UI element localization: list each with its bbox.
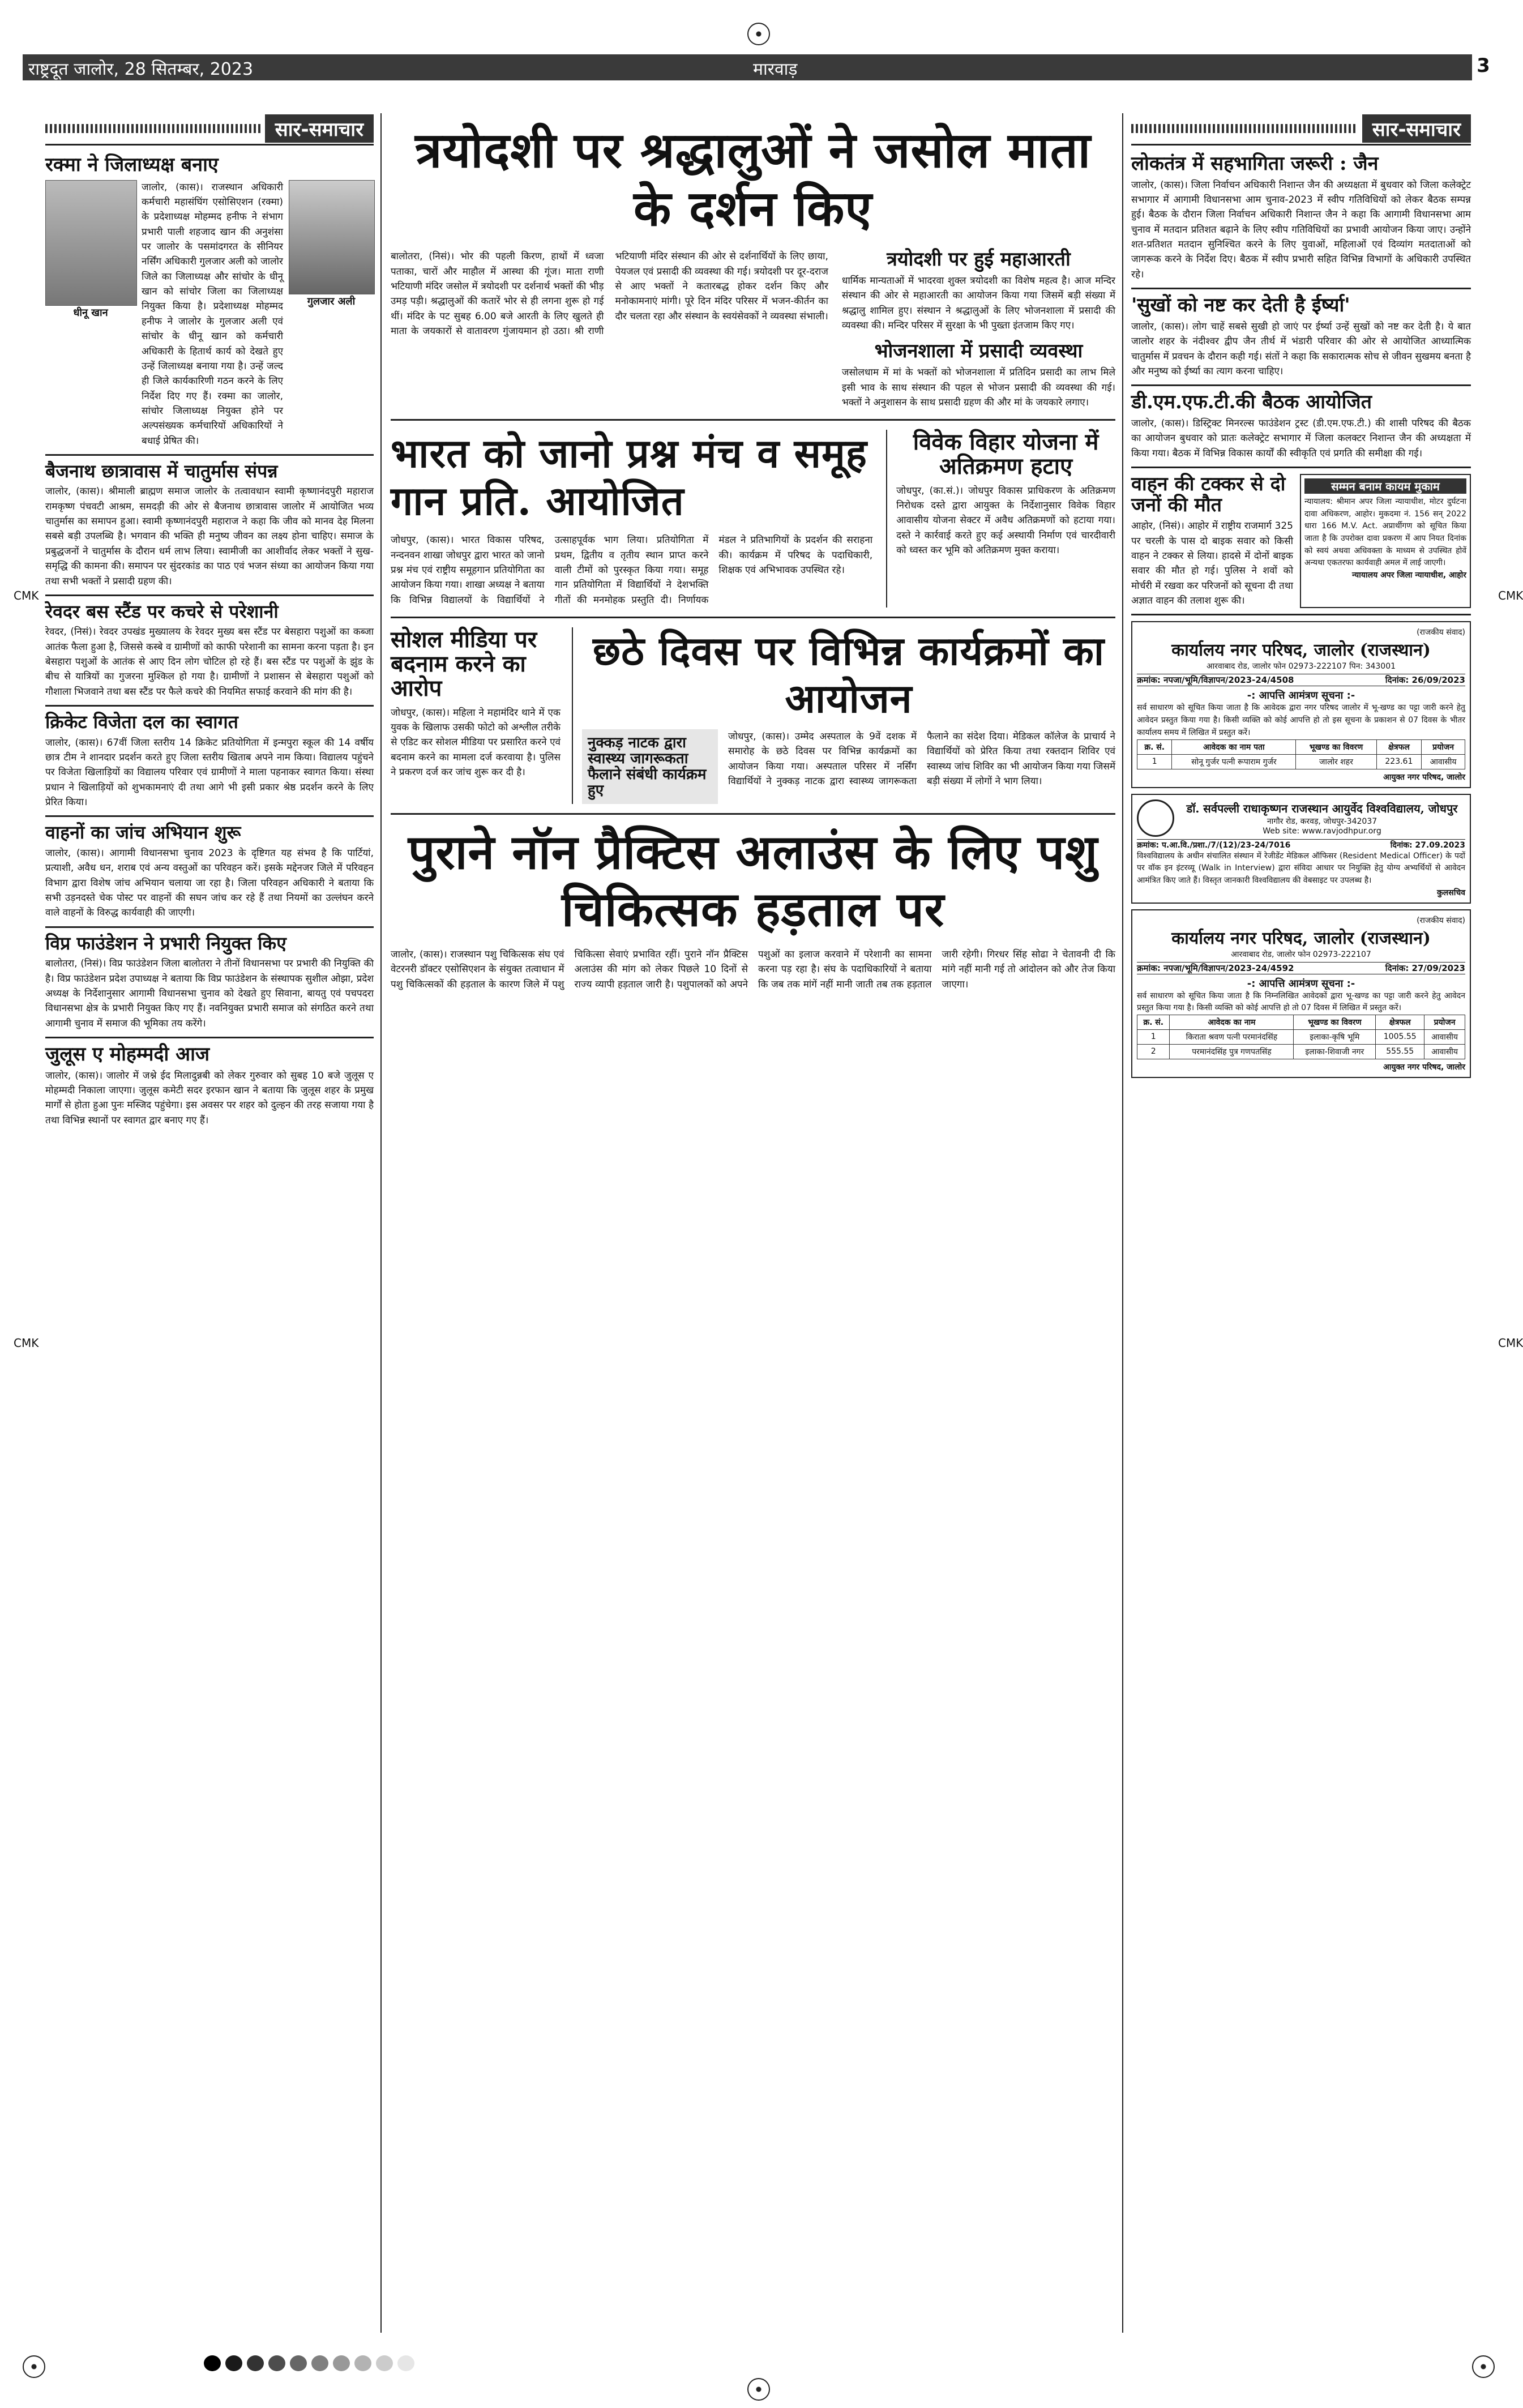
notice-table: [1137, 1015, 1465, 1059]
divider: [45, 815, 374, 817]
story-body: जालोर, (कास)। जालोर में जश्ने ईद मिलादुन्नबी को लेकर गुरुवार को सुबह 10 बजे जुलूस ए मोहम्मदी निकाला जाएगा। जुलूस कमेटी सदर इरफान खान ने बताया कि जुलूस शहर के प्रमुख मार्गों से होता हुआ पुनः मस्जिद पहुंचेगा। इस अवसर पर शहर को दुल्हन की तरह सजाया गया है तथा विभिन्न स्थानों पर स्वागत द्वार बनाए गए हैं।: [45, 1070, 374, 1126]
public-notice: [1131, 621, 1471, 788]
headline: भारत को जानो प्रश्न मंच व समूह गान प्रति. आयोजित: [391, 430, 867, 525]
notice-ref: क्रमांक: प.आ.वि./प्रशा./7/(12)/23-24/7016: [1137, 840, 1291, 850]
university-seal-icon: [1137, 799, 1174, 837]
notice-address: आरवाबाद रोड, जालोर फोन 02973-222107: [1231, 949, 1371, 959]
registration-mark-icon: [1472, 2355, 1495, 2378]
sar-samachar-label: सार-समाचार: [265, 114, 374, 143]
color-swatch: [225, 2355, 242, 2371]
table-cell: 1005.55: [1376, 1029, 1424, 1044]
notice-date: दिनांक: 26/09/2023: [1385, 675, 1465, 686]
story-heading: वाहनों का जांच अभियान शुरू: [45, 822, 241, 844]
sar-samachar-left: [45, 113, 374, 146]
story-body: जालोर, (कास)। श्रीमाली ब्राह्मण समाज जालोर के तत्वावधान स्वामी कृष्णानंदपुरी महाराज रामकृष्ण पंचवटी आश्रम, समदड़ी की ओर से बैजनाथ छात्रावास जालोर में आयोजित भव्य चातुर्मास का समापन हुआ। स्वामी कृष्णानंदपुरी महाराज ने कहा कि जीव को मानव देह मिलना सबसे बड़ी उपलब्धि है। भगवान की भक्ति ही मनुष्य जीवन का लक्ष्य होना चाहिए। समाज के प्रबुद्धजनों ने चातुर्मास के दौरान धर्म लाभ लिया। स्वामीजी का आशीर्वाद लेकर भक्तों ने सुख-समृद्धि की कामना की। समापन पर सुंदरकांड का पाठ एवं भजन संध्या का आयोजन किया गया तथा सभी भक्तों ने प्रसादी ग्रहण की।: [45, 486, 374, 587]
registration-mark-icon: [747, 2378, 770, 2401]
color-swatch: [397, 2355, 414, 2371]
left-column: [45, 113, 374, 1128]
notice-address: नागौर रोड, करवड़, जोधपुर-342037: [1267, 816, 1377, 826]
notice-ref: क्रमांक: नपजा/भूमि/विज्ञापन/2023-24/4508: [1137, 675, 1294, 686]
cmyk-mark-right-top: CMK: [1498, 589, 1523, 602]
table-row: [1137, 754, 1465, 769]
table-cell: 2: [1137, 1044, 1170, 1059]
color-swatch: [247, 2355, 264, 2371]
color-swatch: [333, 2355, 350, 2371]
subheading: सोशल मीडिया पर बदनाम करने का आरोप: [391, 626, 537, 702]
notice-subtitle: -: आपत्ति आमंत्रण सूचना :-: [1247, 690, 1355, 702]
story-body: जालोर, (कास)। राजस्थान पशु चिकित्सक संघ एवं वेटरनरी डॉक्टर एसोसिएशन के संयुक्त तत्वाधान में पशु चिकित्सकों की हड़ताल के कारण जिले में पशु चिकित्सा सेवाएं प्रभावित रहीं। पुराने नॉन प्रैक्टिस अलाउंस की मांग को लेकर पिछले 10 दिनों से राज्य व्यापी हड़ताल जारी है। पशुपालकों को अपने पशुओं का इलाज करवाने में परेशानी का सामना करना पड़ रहा है। संघ के पदाधिकारियों ने बताया कि जब तक मांगें नहीं मानी जाती तब तक हड़ताल जारी रहेगी। गिरधर सिंह सोढा ने चेतावनी दी कि मांगे नहीं मानी गई तो आंदोलन को और तेज किया जाएगा।: [391, 948, 1115, 990]
table-cell: 1: [1137, 1029, 1170, 1044]
divider: [45, 926, 374, 928]
divider: [45, 1037, 374, 1038]
sar-samachar-label: सार-समाचार: [1362, 114, 1471, 143]
column-rule: [380, 113, 382, 2333]
story-heading: लोकतंत्र में सहभागिता जरूरी : जैन: [1131, 152, 1379, 175]
notice-date: दिनांक: 27/09/2023: [1385, 963, 1465, 973]
table-row: [1137, 1044, 1465, 1059]
main-area: [391, 113, 1115, 992]
notice-body: सर्व साधारण को सूचित किया जाता है कि निम्नलिखित आवेदकों द्वारा भू-खण्ड का पट्टा जारी करने हेतु आवेदन प्रस्तुत किया गया है। किसी व्यक्ति को कोई आपत्ति हो तो 07 दिवस में लिखित में प्रस्तुत करें।: [1137, 991, 1465, 1013]
notice-footer: आयुक्त नगर परिषद, जालोर: [1383, 1062, 1465, 1072]
notice-title: कार्यालय नगर परिषद, जालोर (राजस्थान): [1171, 640, 1431, 661]
column-rule: [1122, 113, 1123, 2333]
story-heading: रेवदर बस स्टैंड पर कचरे से परेशानी: [45, 600, 279, 622]
story-heading: डी.एम.एफ.टी.की बैठक आयोजित: [1131, 391, 1372, 414]
table-header: क्षेत्रफल: [1376, 739, 1422, 754]
summons-body: न्यायालय: श्रीमान अपर जिला न्यायाधीश, मोटर दुर्घटना दावा अधिकरण, आहोर। मुकदमा नं. 156 सन् 2022 धारा 166 M.V. Act. अप्रार्थीगण को सूचित किया जाता है कि उपरोक्त दावा प्रकरण में आप नियत दिनांक को स्वयं अथवा अधिवक्ता के माध्यम से उपस्थित होवें अन्यथा एकतरफा कार्यवाही अमल में लाई जाएगी।: [1304, 497, 1466, 568]
portrait-photo: [45, 180, 137, 306]
story-heading: विप्र फाउंडेशन ने प्रभारी नियुक्त किए: [45, 932, 286, 954]
sar-pattern: [1131, 124, 1358, 133]
cmyk-mark-left-top: CMK: [14, 589, 39, 602]
story-heading: क्रिकेट विजेता दल का स्वागत: [45, 711, 238, 733]
divider: [391, 813, 1115, 815]
notice-footer: आयुक्त नगर परिषद, जालोर: [1383, 772, 1465, 782]
table-header: क्षेत्रफल: [1376, 1015, 1424, 1029]
table-cell: इलाका-शिवाजी नगर: [1294, 1044, 1376, 1059]
divider: [1131, 614, 1471, 615]
notice-title: कार्यालय नगर परिषद, जालोर (राजस्थान): [1171, 928, 1431, 948]
university-notice: [1131, 794, 1471, 904]
summons-footer: न्यायालय अपर जिला न्यायाधीश, आहोर: [1351, 571, 1466, 580]
story-body: जोधपुर, (कास)। उम्मेद अस्पताल के 9वें दशक में समारोह के छठे दिवस पर विभिन्न कार्यक्रमों का आयोजन किया गया। अस्पताल परिसर में नर्सिंग विद्यार्थियों ने नुक्कड़ नाटक द्वारा स्वास्थ्य जागरूकता फैलाने का संदेश दिया। मेडिकल कॉलेज के प्राचार्य ने विद्यार्थियों को प्रेरित किया तथा रक्तदान शिविर एवं स्वास्थ्य जांच शिविर का भी आयोजन किया गया जिसमें बड़ी संख्या में लोगों ने भाग लिया।: [728, 730, 1115, 787]
notice-body: विश्वविद्यालय के अधीन संचालित संस्थान में रेजीडेंट मेडिकल ऑफिसर (Resident Medical Officer) के पदों पर वॉक इन इंटरव्यू (Walk in Interview) द्वारा संविदा आधार पर नियुक्ति हेतु योग्य अभ्यर्थियों से आवेदन आमंत्रित किए जाते हैं। विस्तृत जानकारी विश्वविद्यालय की वेबसाइट पर उपलब्ध है।: [1137, 851, 1465, 885]
lead-headline: त्रयोदशी पर श्रद्धालुओं ने जसोल माता के दर्शन किए: [414, 122, 1092, 238]
table-header: भूखण्ड का विवरण: [1294, 1015, 1376, 1029]
notice-footer: कुलसचिव: [1436, 888, 1465, 897]
registration-mark-icon: [747, 23, 770, 45]
divider: [1131, 288, 1471, 289]
subheading: त्रयोदशी पर हुई महाआरती: [887, 248, 1071, 271]
table-header: क्र. सं.: [1137, 1015, 1170, 1029]
divider: [1131, 467, 1471, 468]
story-body: रेवदर, (निसं)। रेवदर उपखंड मुख्यालय के रेवदर मुख्य बस स्टैंड पर बेसहारा पशुओं का कब्जा आतंक फैला हुआ है, जिससे कस्बे व ग्रामीणों को काफी परेशानी का सामना करना पड़ता है। इन बेसहारा पशुओं के आतंक से आए दिन लोग चोटिल हो रहे हैं। बस स्टैंड पर पशुओं के झुंड के बीच से यात्रियों का गुजरना मुश्किल हो गया है। ग्रामीणों ने प्रशासन से बेसहारा पशुओं को गौशाला भिजवाने तथा बस स्टैंड पर फैले कचरे की नियमित सफाई करवाने की मांग की है।: [45, 626, 374, 698]
story-body: आहोर, (निसं)। आहोर में राष्ट्रीय राजमार्ग 325 पर चरली के पास दो बाइक सवार को किसी वाहन ने टक्कर से लिया। हादसे में दोनों बाइक सवार की मौत हो गई। पुलिस ने शवों को मोर्चरी में रखवा कर परिजनों को सूचना दी तथा अज्ञात वाहन की तलाश शुरू की।: [1131, 520, 1293, 607]
cmyk-mark-right: CMK: [1498, 1336, 1523, 1350]
divider: [391, 617, 1115, 618]
table-cell: 1: [1137, 754, 1172, 769]
subheading: विवेक विहार योजना में अतिक्रमण हटाए: [913, 429, 1099, 480]
notice-ref: क्रमांक: नपजा/भूमि/विज्ञापन/2023-24/4592: [1137, 963, 1294, 973]
highlight-box: नुक्कड़ नाटक द्वारा स्वास्थ्य जागरूकता फैलाने संबंधी कार्यक्रम हुए: [588, 734, 707, 799]
story-body: बालोतरा, (निसं)। विप्र फाउंडेशन जिला बालोतरा ने तीनों विधानसभा पर प्रभारी की नियुक्ति की है। विप्र फाउंडेशन प्रदेश उपाध्यक्ष ने बताया कि विप्र फाउंडेशन के संस्थापक सुशील ओझा, प्रदेश अध्यक्ष के निर्देशानुसार आगामी विधानसभा चुनाव को देखते हुए सिवाना, बायतु एवं पचपदरा विधानसभा क्षेत्र के प्रभारी नियुक्त किए गए हैं। नवनियुक्त प्रभारी समाज को संगठित करने तथा आगामी चुनाव में समाज की भूमिका तय करेंगे।: [45, 958, 374, 1029]
notice-date: दिनांक: 27.09.2023: [1390, 840, 1465, 850]
sar-pattern: [45, 124, 260, 133]
subheading: भोजनशाला में प्रसादी व्यवस्था: [874, 340, 1083, 363]
story-body: धार्मिक मान्यताओं में भादरवा शुक्ल त्रयोदशी का विशेष महत्व है। आज मन्दिर संस्थान की ओर से महाआरती का आयोजन किया गया जिसमें बड़ी संख्या में श्रद्धालु शामिल हुए। संस्थान ने श्रद्धालुओं के लिए भोजनशाला में प्रसादी की व्यवस्था की। मन्दिर परिसर में सुरक्षा के भी पुख्ता इंतजाम किए गए।: [841, 275, 1115, 332]
color-swatch: [204, 2355, 221, 2371]
table-header: क्र. सं.: [1137, 739, 1172, 754]
story-body: जोधपुर, (कास)। भारत विकास परिषद, नन्दनवन शाखा जोधपुर द्वारा भारत को जानो प्रश्न मंच एवं राष्ट्रीय समूहगान प्रतियोगिता का आयोजन किया गया। शाखा अध्यक्ष ने बताया कि विभिन्न विद्यालयों के विद्यार्थियों ने उत्साहपूर्वक भाग लिया। प्रतियोगिता में प्रथम, द्वितीय व तृतीय स्थान प्राप्त करने वाली टीमों को पुरस्कृत किया गया। समूह गान प्रतियोगिता में विद्यार्थियों ने देशभक्ति गीतों की मनमोहक प्रस्तुति दी। निर्णायक मंडल ने प्रतिभागियों के प्रदर्शन की सराहना की। कार्यक्रम में परिषद के पदाधिकारी, शिक्षक एवं अभिभावक उपस्थित रहे।: [391, 534, 873, 606]
story-heading: 'सुखों को नष्ट कर देती है ईर्ष्या': [1131, 294, 1350, 317]
table-cell: 555.55: [1376, 1044, 1424, 1059]
lead-body: बालोतरा, (निसं)। भोर की पहली किरण, हाथों में ध्वजा पताका, चारों और माहौल में आस्था की गूंज। माता राणी भटियाणी मंदिर जसोल में त्रयोदशी पर दर्शनार्थ भक्तों की भीड़ उमड़ पड़ी। श्रद्धालुओं की कतारें भोर से ही लगना शुरू हो गई थीं। मंदिर के पट सुबह 6.00 बजे आरती के लिए खुलते ही माता के जयकारों से वातावरण गुंजायमान हो उठा। श्री राणी भटियाणी मंदिर संस्थान की ओर से दर्शनार्थियों के लिए छाया, पेयजल एवं प्रसादी की व्यवस्था की गई। त्रयोदशी पर दूर-दराज से आए भक्तों ने कतारबद्ध होकर दर्शन किए और मनोकामनाएं मांगी। पूरे दिन मंदिर परिसर में भजन-कीर्तन का दौर चलता रहा और संस्थान के स्वयंसेवकों ने व्यवस्था संभाली।: [391, 251, 828, 337]
notice-subtitle: -: आपत्ति आमंत्रण सूचना :-: [1247, 977, 1355, 990]
story-body: जोधपुर, (कास)। महिला ने महामंदिर थाने में एक युवक के खिलाफ उसकी फोटो को अश्लील तरीके से एडिट कर सोशल मीडिया पर प्रसारित करने एवं बदनाम करने का मामला दर्ज करवाया है। पुलिस ने प्रकरण दर्ज कर जांच शुरू कर दी है।: [391, 707, 561, 778]
headline: छठे दिवस पर विभिन्न कार्यक्रमों का आयोजन: [593, 627, 1105, 722]
notice-title: डॉ. सर्वपल्ली राधाकृष्णन राजस्थान आयुर्वेद विश्वविद्यालय, जोधपुर: [1186, 801, 1458, 815]
masthead-section: मारवाड़: [753, 59, 798, 79]
public-notice: [1131, 909, 1471, 1078]
story-heading: बैजनाथ छात्रावास में चातुर्मास संपन्न: [45, 460, 278, 482]
page-number: 3: [1477, 54, 1490, 77]
sar-samachar-right: [1131, 113, 1471, 146]
notice-label: (राजकीय संवाद): [1417, 916, 1465, 925]
table-header: प्रयोजन: [1424, 1015, 1465, 1029]
photo-caption: धीनू खान: [73, 306, 108, 319]
story-body: जसोलधाम में मां के भक्तों को भोजनशाला में प्रतिदिन प्रसादी का लाभ मिले इसी भाव के साथ संस्थान की पहल से भोजन प्रसादी की व्यवस्था की गई। भक्तों ने अनुशासन के साथ प्रसादी ग्रहण की और मां के जयकारे लगाए।: [841, 367, 1115, 408]
table-header: भूखण्ड का विवरण: [1296, 739, 1376, 754]
notice-table: [1137, 739, 1465, 769]
table-cell: आवासीय: [1424, 1029, 1465, 1044]
divider: [45, 594, 374, 596]
table-header: प्रयोजन: [1422, 739, 1465, 754]
table-cell: किराता श्रवण पत्नी परमानंदसिंह: [1170, 1029, 1294, 1044]
divider: [1131, 384, 1471, 386]
divider: [391, 419, 1115, 421]
table-cell: सोनू गुर्जर पत्नी रूपाराम गुर्जर: [1172, 754, 1296, 769]
cmyk-mark-left: CMK: [14, 1336, 39, 1350]
right-column: [1131, 113, 1471, 1078]
color-swatch-bar: [204, 2355, 414, 2371]
color-swatch: [268, 2355, 285, 2371]
table-cell: 223.61: [1376, 754, 1422, 769]
table-cell: आवासीय: [1422, 754, 1465, 769]
notice-label: (राजकीय संवाद): [1417, 628, 1465, 638]
divider: [45, 454, 374, 456]
color-swatch: [311, 2355, 328, 2371]
table-cell: परमानंदसिंह पुत्र गणपतसिंह: [1170, 1044, 1294, 1059]
story-body: जालोर, (कास)। डिस्ट्रिक्ट मिनरल्स फाउंडेशन ट्रस्ट (डी.एम.एफ.टी.) की शासी परिषद की बैठक का आयोजन बुधवार को प्रातः कलेक्ट्रेट सभागार में जिला कलक्टर निशान्त जैन की अध्यक्षता में किया गया। बैठक में विभिन्न विकास कार्यों की स्वीकृति एवं प्रगति की समीक्षा की गई।: [1131, 417, 1471, 459]
portrait-photo: [289, 180, 375, 294]
story-body: जालोर, (कास)। राजस्थान अधिकारी कर्मचारी महासंघिंग एसोसिएशन (रक्मा) के प्रदेशाध्यक्ष मोहम्मद हनीफ ने संभाग प्रभारी पाली शहजाद खान की अनुशंसा पर जालोर के पसमांदगरत के सीनियर नर्सिंग अधिकारी गुलजार अली को जालोर जिले का जिलाध्यक्ष और सांचोर के धीनू खान को सांचोर जिला का जिलाध्यक्ष नियुक्त किया है। प्रदेशाध्यक्ष मोहम्मद हनीफ ने जालोर के गुलजार अली एवं सांचोर के धीनू खान को कर्मचारी अधिकारी के हितार्थ कार्य को देखते हुए उन्हें जिलाध्यक्ष बनाया गया है। उन्हें जल्द ही जिले कार्यकारिणी गठन करने के लिए निर्देश दिए गए हैं। रक्मा का जालोर, सांचोर जिलाध्यक्ष नियुक्त होने पर अल्पसंख्यक कर्मचारियों अधिकारियों ने बधाई प्रेषित की।: [142, 181, 283, 447]
table-cell: इलाका-कृषि भूमि: [1294, 1029, 1376, 1044]
photo-caption: गुलजार अली: [307, 295, 356, 307]
registration-mark-icon: [23, 2355, 45, 2378]
headline: पुराने नॉन प्रैक्टिस अलाउंस के लिए पशु चिकित्सक हड़ताल पर: [408, 824, 1098, 938]
story-body: जालोर, (कास)। 67वीं जिला स्तरीय 14 क्रिकेट प्रतियोगिता में इन्मपुरा स्कूल की 14 वर्षीय छात्र टीम ने शानदार प्रदर्शन करते हुए जिला स्तरीय खिताब अपने नाम किया। विद्यालय पहुंचने पर विजेता खिलाड़ियों का विद्यालय परिवार एवं ग्रामीणों ने माला पहनाकर स्वागत किया। संस्था प्रधान ने खिलाड़ियों को शुभकामनाएं दी तथा आगे भी इसी प्रकार श्रेष्ठ प्रदर्शन करने के लिए प्रेरित किया।: [45, 737, 374, 809]
story-body: जालोर, (कास)। लोग चाहें सबसे सुखी हो जाएं पर ईर्ष्या उन्हें सुखों को नष्ट कर देती है। ये बात जालोर शहर के नंदीश्वर द्वीप जैन तीर्थ में भंडारी परिवार की ओर से आयोजित आध्यात्मिक चातुर्मास में प्रवचन के दौरान कही गई। संतों ने कहा कि सकारात्मक सोच से जीवन सुखमय बनता है और मनुष्य को ईर्ष्या का त्याग करना चाहिए।: [1131, 320, 1471, 377]
table-cell: जालोर शहर: [1296, 754, 1376, 769]
story-body: जोधपुर, (का.सं.)। जोधपुर विकास प्राधिकरण के अतिक्रमण निरोधक दस्ते द्वारा आयुक्त के निर्देशानुसार विवेक विहार आवासीय योजना सेक्टर में अवैध अतिक्रमणों को हटाया गया। दस्ते ने कार्रवाई करते हुए कई अस्थायी निर्माण एवं चारदीवारी को ध्वस्त कर भूमि को अतिक्रमण मुक्त कराया।: [896, 485, 1115, 556]
masthead-bar: [23, 54, 1472, 80]
divider: [45, 705, 374, 707]
story-body: जालोर, (कास)। आगामी विधानसभा चुनाव 2023 के दृष्टिगत यह संभव है कि पार्टियां, प्रत्याशी, अवैध धन, शराब एवं अन्य वस्तुओं का परिवहन करें। इसके मद्देनजर जिले में परिवहन विभाग द्वारा विशेष जांच अभियान चलाया जा रहा है। जिला परिवहन अधिकारी ने बताया कि सभी उड़नदस्ते चेक पोस्ट पर वाहनों की सघन जांच कर रहे हैं तथा नियमों का उल्लंघन करने वाले वाहनों के विरुद्ध कार्यवाही की जाएगी।: [45, 847, 374, 919]
summons-title: सम्मन बनाम कायम मुकाम: [1304, 478, 1466, 494]
table-header: आवेदक का नाम: [1170, 1015, 1294, 1029]
notice-body: सर्व साधारण को सूचित किया जाता है कि आवेदक द्वारा नगर परिषद जालोर में भू-खण्ड का पट्टा जारी करने हेतु आवेदन प्रस्तुत किया गया है। किसी व्यक्ति को कोई आपत्ति हो तो इस सूचना के प्रकाशन से 07 दिवस के भीतर कार्यालय समय में लिखित में प्रस्तुत करें।: [1137, 703, 1465, 737]
story-body: जालोर, (कास)। जिला निर्वाचन अधिकारी निशान्त जैन की अध्यक्षता में बुधवार को जिला कलेक्ट्रेट सभागार में आगामी विधानसभा आम चुनाव-2023 में स्वीप गतिविधियों को लेकर बैठक सम्पन्न हुई। बैठक के दौरान जिला निर्वाचन अधिकारी निशान्त जैन ने कहा कि आगामी विधानसभा आम चुनाव में मतदान प्रतिशत बढ़ाने के लिए स्वीप गतिविधियों का प्रभावी आयोजन किया जाए। उन्होंने शत-प्रतिशत मतदान सुनिश्चित करने के लिए युवाओं, महिलाओं एवं दिव्यांग मतदाताओं को जागरूक करने के निर्देश दिए। बैठक में स्वीप प्रभारी सहित विभिन्न विभागों के अधिकारी उपस्थित रहे।: [1131, 179, 1471, 280]
story-heading: वाहन की टक्कर से दो जनों की मौत: [1131, 472, 1286, 516]
story-heading: रक्मा ने जिलाध्यक्ष बनाए: [45, 153, 219, 176]
color-swatch: [290, 2355, 307, 2371]
masthead-date: राष्ट्रदूत जालोर, 28 सितम्बर, 2023: [28, 59, 254, 79]
table-header: आवेदक का नाम पता: [1172, 739, 1296, 754]
table-cell: आवासीय: [1424, 1044, 1465, 1059]
notice-address: आरवाबाद रोड, जालोर फोन 02973-222107 पिन: 343001: [1206, 662, 1396, 671]
color-swatch: [376, 2355, 393, 2371]
story-heading: जुलूस ए मोहम्मदी आज: [45, 1042, 210, 1066]
table-row: [1137, 1029, 1465, 1044]
color-swatch: [354, 2355, 371, 2371]
notice-website: Web site: www.ravjodhpur.org: [1263, 826, 1381, 836]
